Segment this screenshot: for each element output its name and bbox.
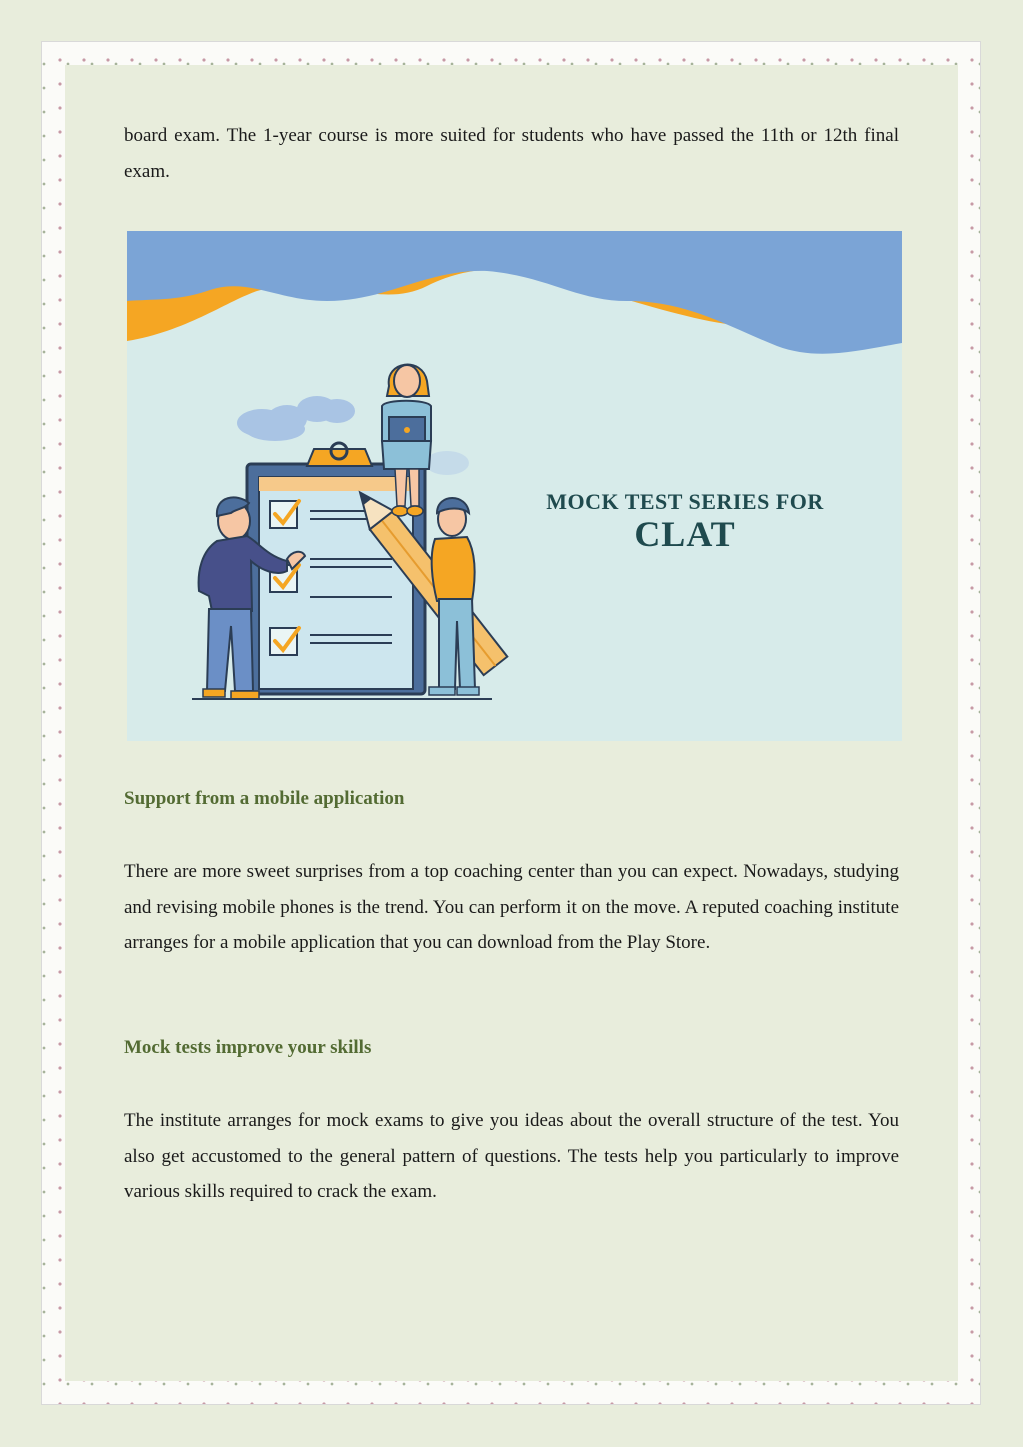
mobile-app-paragraph: There are more sweet surprises from a top coaching center than you can expect. Nowadays, studying and revising mobile phones is the trend. You can perform it on the move. A reputed coaching institute arranges for a mobile application that you can download from the Play Store. <box>124 861 899 953</box>
banner-illustration <box>127 231 902 741</box>
intro-paragraph: board exam. The 1-year course is more suited for students who have passed the 11th or 12th final exam. <box>124 125 899 182</box>
mock-test-banner-image <box>127 231 902 741</box>
section-heading-mock-tests: Mock tests improve your skills <box>124 1037 372 1058</box>
banner-title-line2: CLAT <box>634 514 736 554</box>
section-heading-mobile-app: Support from a mobile application <box>124 788 405 809</box>
mock-tests-paragraph: The institute arranges for mock exams to give you ideas about the overall structure of the test. You also get accustomed to the general pattern of questions. The tests help you particularly to improve various skills required to crack the exam. <box>124 1110 899 1202</box>
banner-title-line1: MOCK TEST SERIES FOR <box>546 489 824 514</box>
